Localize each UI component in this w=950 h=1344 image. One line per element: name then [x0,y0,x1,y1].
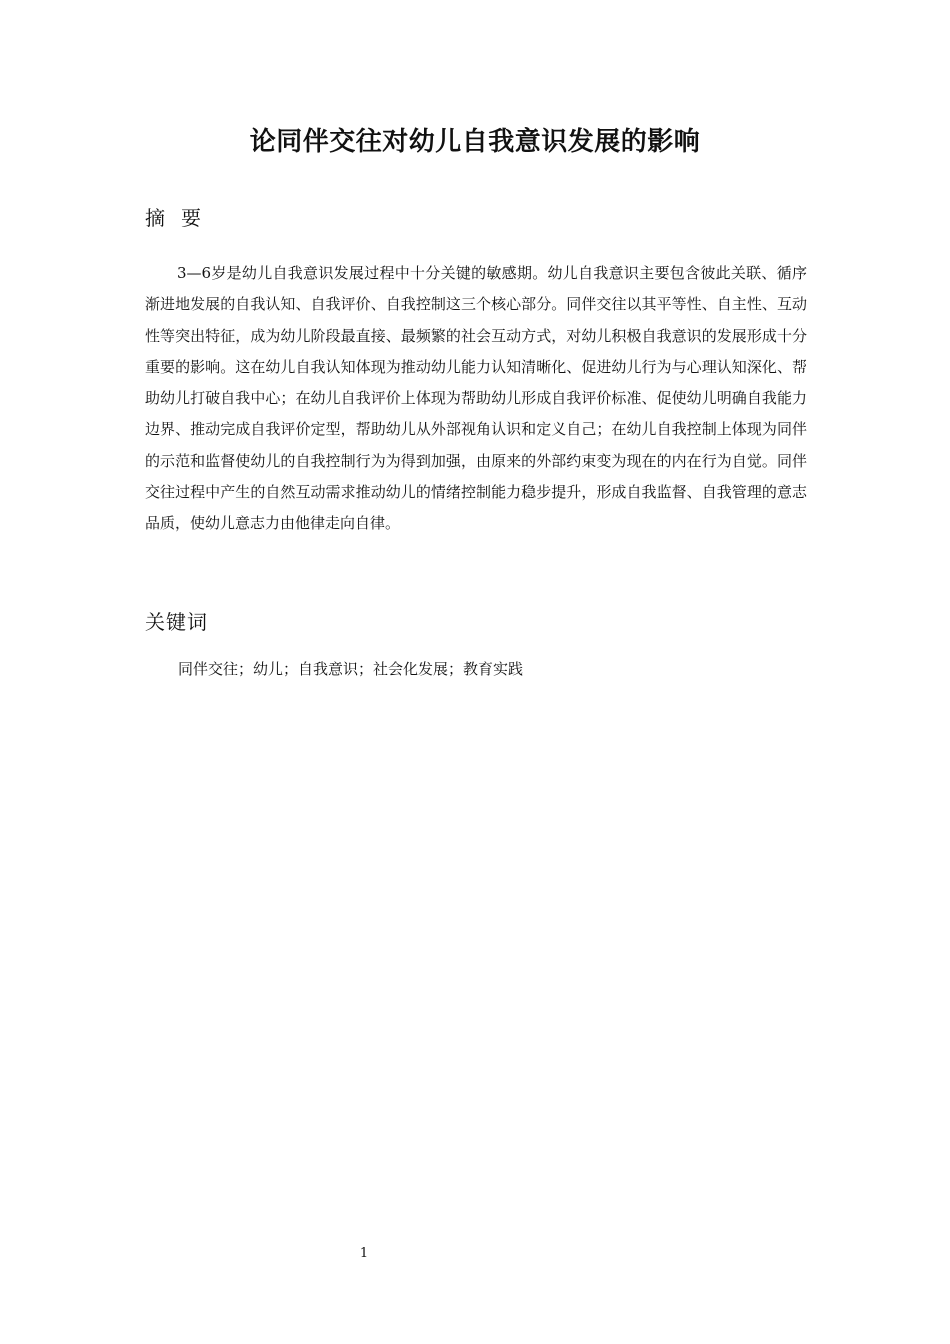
abstract-paragraph: 3—6岁是幼儿自我意识发展过程中十分关键的敏感期。幼儿自我意识主要包含彼此关联、循序渐进地发展的自我认知、自我评价、自我控制这三个核心部分。同伴交往以其平等性、自主性、互动性等突出特征，成为幼儿阶段最直接、最频繁的社会互动方式，对幼儿积极自我意识的发展形成十分重要的影响。这在幼儿自我认知体现为推动幼儿能力认知清晰化、促进幼儿行为与心理认知深化、帮助幼儿打破自我中心；在幼儿自我评价上体现为帮助幼儿形成自我评价标准、促使幼儿明确自我能力边界、推动完成自我评价定型，帮助幼儿从外部视角认识和定义自己；在幼儿自我控制上体现为同伴的示范和监督使幼儿的自我控制行为为得到加强，由原来的外部约束变为现在的内在行为自觉。同伴交往过程中产生的自然互动需求推动幼儿的情绪控制能力稳步提升，形成自我监督、自我管理的意志品质，使幼儿意志力由他律走向自律。 [145,264,807,533]
abstract-heading: 摘要 [145,206,217,230]
keywords-heading: 关键词 [145,610,208,634]
document-title: 论同伴交往对幼儿自我意识发展的影响 [249,127,701,157]
page-number: 1 [359,1246,369,1261]
keywords-list: 同伴交往；幼儿；自我意识；社会化发展；教育实践 [178,660,524,678]
